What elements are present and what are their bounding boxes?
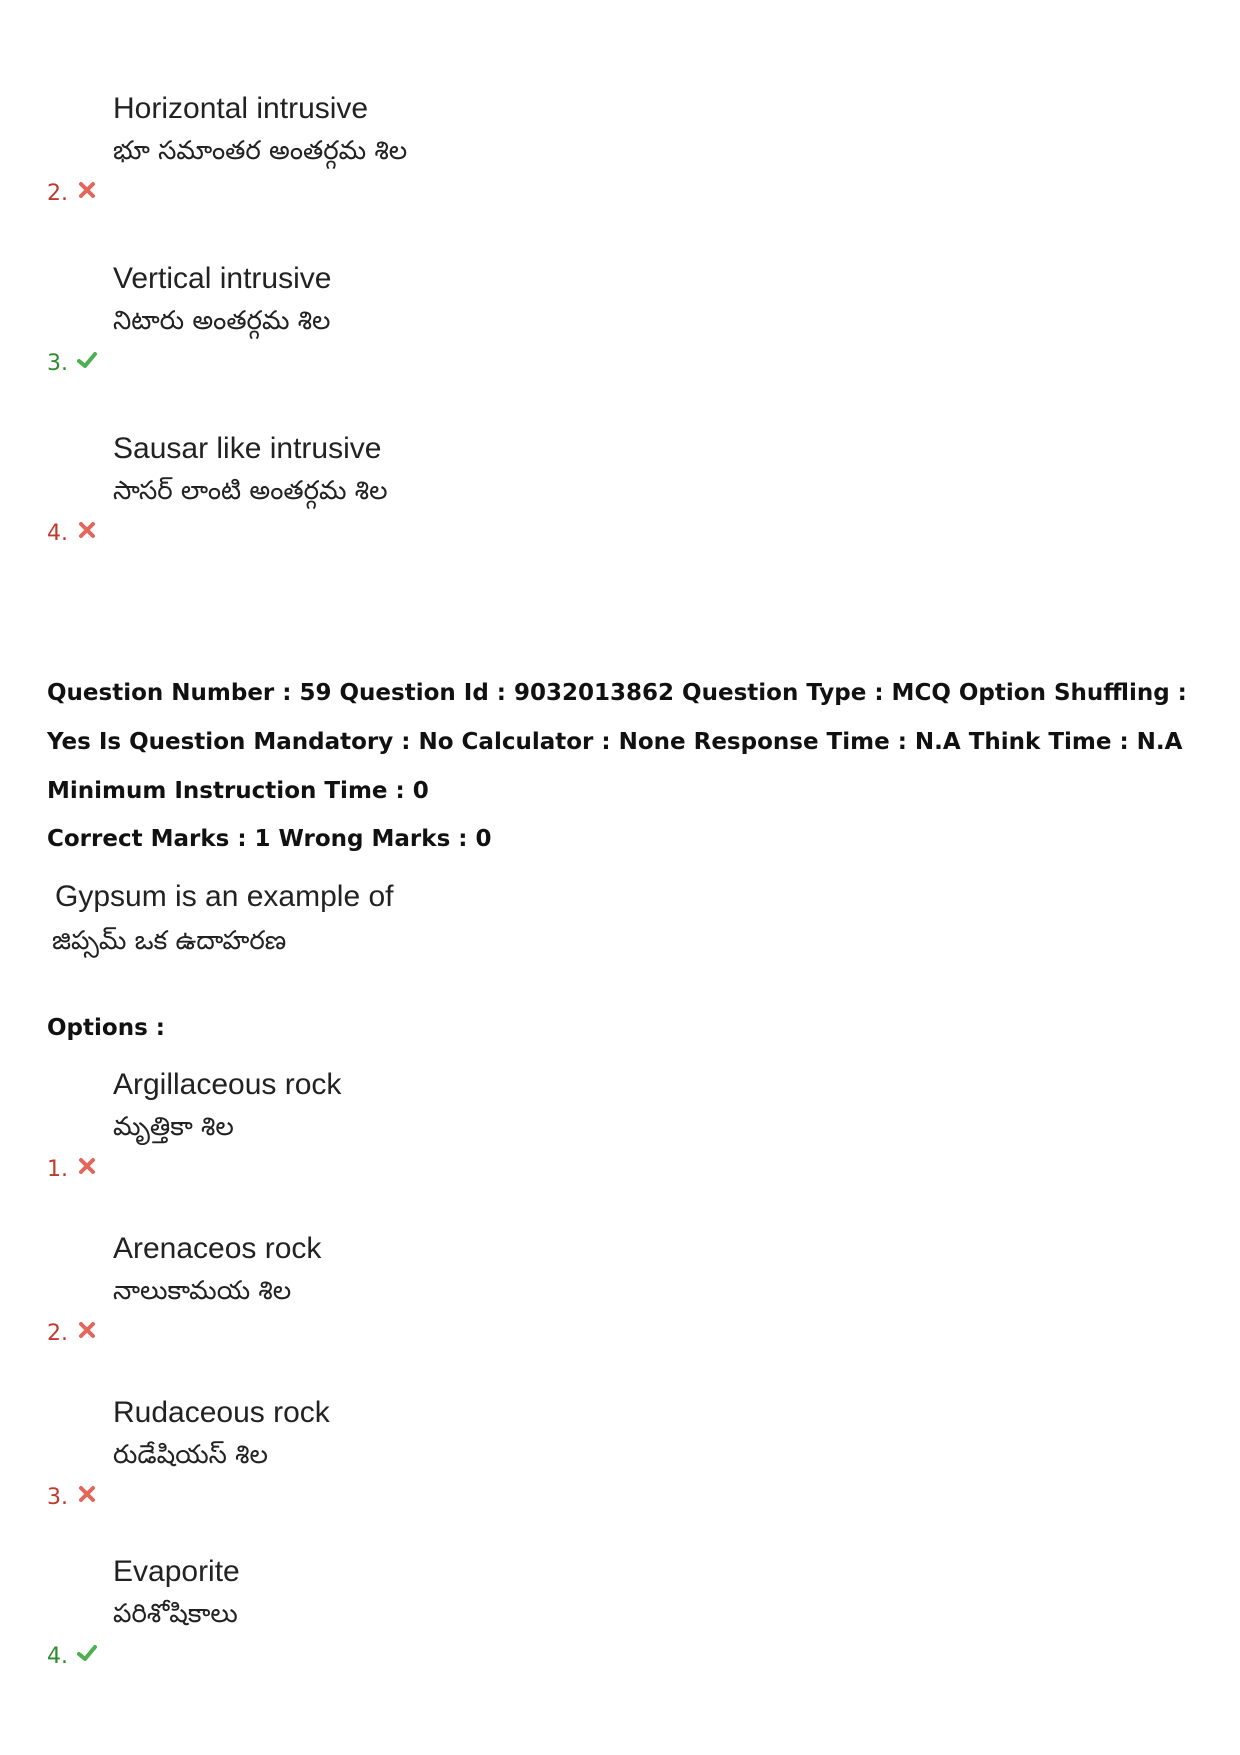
cross-icon xyxy=(77,180,97,200)
option-text-telugu: భూ సమాంతర అంతర్గమ శిల xyxy=(113,136,408,166)
question-meta: Question Number : 59 Question Id : 9032013862 Question Type : MCQ Option Shuffling : Yes Is Question Mandatory : No Calculator : None Response Time : N.A Think Time : N.A Minimum Instruction Time : 0 xyxy=(47,680,1187,804)
check-icon xyxy=(77,350,97,370)
prev-option-4 xyxy=(47,432,747,552)
option-number: 3. xyxy=(47,1485,68,1510)
option-text-english: Rudaceous rock xyxy=(113,1396,330,1429)
option-text-english: Vertical intrusive xyxy=(113,262,332,295)
option-number: 2. xyxy=(47,181,68,206)
cross-icon xyxy=(77,1484,97,1504)
option-text-telugu: మృత్తికా శిల xyxy=(113,1112,234,1142)
option-text-telugu: నిటారు అంతర్గమ శిల xyxy=(113,306,331,336)
option-text-english: Evaporite xyxy=(113,1555,240,1588)
options-label: Options : xyxy=(47,1015,165,1041)
option-text-telugu: రుడేషియస్ శిల xyxy=(113,1440,268,1470)
question-text-telugu: జిప్సమ్ ఒక ఉదాహరణ xyxy=(52,926,287,956)
cross-icon xyxy=(77,1320,97,1340)
option-2 xyxy=(47,1232,747,1352)
option-text-telugu: సాసర్ లాంటి అంతర్గమ శిల xyxy=(113,476,388,506)
option-number: 2. xyxy=(47,1321,68,1346)
option-text-english: Argillaceous rock xyxy=(113,1068,342,1101)
option-text-english: Arenaceos rock xyxy=(113,1232,322,1265)
option-number: 3. xyxy=(47,351,68,376)
option-number: 4. xyxy=(47,521,68,546)
cross-icon xyxy=(77,520,97,540)
check-icon xyxy=(77,1643,97,1663)
option-3 xyxy=(47,1396,747,1516)
option-text-english: Sausar like intrusive xyxy=(113,432,382,465)
option-number: 4. xyxy=(47,1644,68,1669)
option-1 xyxy=(47,1068,747,1188)
option-number: 1. xyxy=(47,1157,68,1182)
question-text-english: Gypsum is an example of xyxy=(55,880,394,913)
prev-option-3 xyxy=(47,262,747,382)
prev-option-2 xyxy=(47,92,747,212)
option-text-telugu: నాలుకామయ శిల xyxy=(113,1276,292,1306)
question-marks: Correct Marks : 1 Wrong Marks : 0 xyxy=(47,826,492,852)
option-4 xyxy=(47,1555,747,1675)
cross-icon xyxy=(77,1156,97,1176)
option-text-english: Horizontal intrusive xyxy=(113,92,369,125)
option-text-telugu: పరిశోషికాలు xyxy=(113,1599,238,1629)
